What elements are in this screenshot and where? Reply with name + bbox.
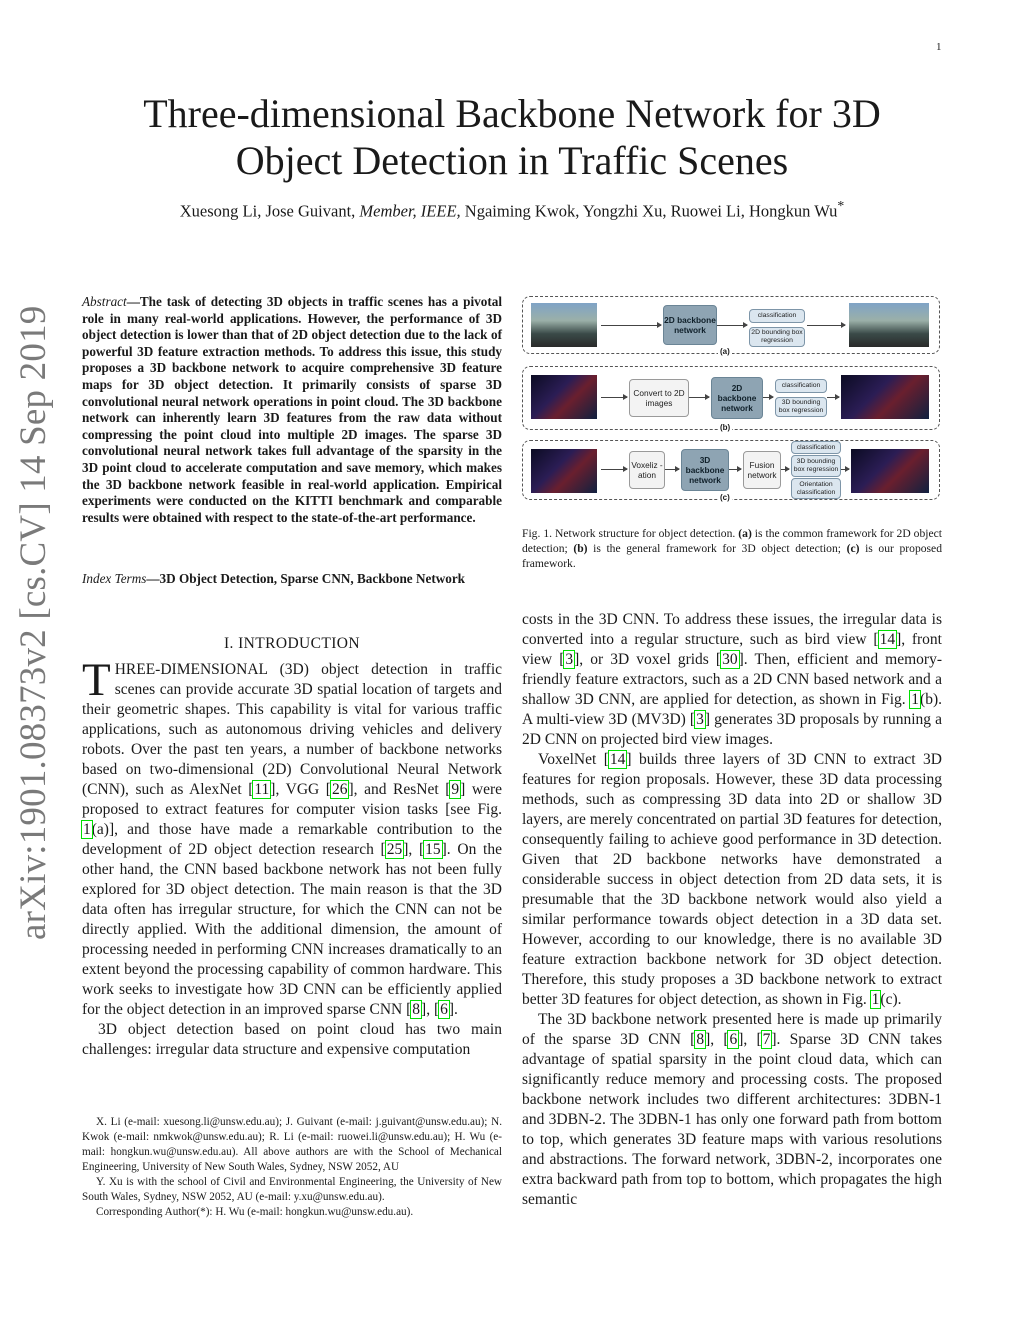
text-span: (c). [880,991,902,1008]
citation-link[interactable]: 8 [412,1001,421,1018]
text-span: ], VGG [ [270,781,331,798]
bbox-regression-node-c: 3D bounding box regression [791,455,841,477]
2d-backbone-node-b: 2D backbone network [711,377,763,419]
right-paragraph-1 [522,610,942,750]
arrow [763,397,773,398]
citation-link[interactable]: 11 [254,781,270,798]
citation-link[interactable]: 14 [609,751,626,768]
text-span: ], front view [ [522,631,942,668]
arrow [601,325,661,326]
classification-node-b: classification [775,379,827,393]
framework-b-box [522,366,940,430]
text-span: ]. Then, efficient and memory-friendly feature extractors, such as a 2D CNN based network and a shallow 3D CNN, are applied for detection, as shown in Fig. [522,651,942,708]
right-paragraph-2 [522,750,942,1010]
arrow [807,325,845,326]
arrow [689,397,709,398]
index-terms [82,571,502,588]
figure-1-caption [522,526,942,571]
arrow [601,469,627,470]
text-span: The 3D backbone network presented here is made up primarily of the sparse 3D CNN [ [522,1011,942,1048]
citation-link[interactable]: 7 [762,1031,771,1048]
arrow [717,325,747,326]
footnote-2: Y. Xu is with the school of Civil and Environmental Engineering, the University of New South Wales, Sydney, NSW 2052, AU (e-mail: y.xu@unsw.edu.au). [82,1176,502,1203]
figure-link[interactable]: 1 [871,991,880,1008]
classification-node: classification [749,309,805,323]
arrow [827,397,839,398]
arrow [665,469,679,470]
label-a: (a) [720,347,730,356]
caption-prefix: Fig. 1. Network structure for object detection. [522,527,739,540]
intro-paragraph-2: 3D object detection based on point cloud has two main challenges: irregular data structure and expensive computation [82,1021,502,1058]
text-span: ]. Sparse 3D CNN takes advantage of spatial sparsity in the point cloud data, which can significantly reduce memory and processing costs. The proposed backbone network includes two different architectures: 3DBN-1 and 3DBN-2. The 3DBN-1 has only one forward path from bottom to top, which generates 3D feature maps with various resolutions and abstractions. The forward network, 3DBN-2, incorporates one extra backward path from top to bottom, which propagates the high semantic [522,1031,942,1208]
right-paragraph-3 [522,1010,942,1210]
text-span: VoxelNet [ [538,751,609,768]
author-role: Member, IEEE, [359,201,461,221]
index-terms-label: Index Terms [82,571,147,586]
rgb-output-image [849,303,929,347]
point-cloud-input-c [531,449,597,493]
caption-text: is our proposed framework. [522,542,942,570]
citation-link[interactable]: 30 [722,651,738,668]
figure-link[interactable]: 1 [911,691,920,708]
index-terms-text: —3D Object Detection, Sparse CNN, Backbone Network [146,571,466,586]
text-span: (a)], and those have made a remarkable contribution to the development of 2D object detection research [ [82,821,502,858]
classification-node-c: classification [791,441,841,454]
text-span: ] were proposed to extract features for computer vision tasks [see Fig. [82,781,502,818]
framework-c-box [522,440,940,500]
text-span: (b). A multi-view 3D (MV3D) [ [522,691,942,728]
text-span: ] generates 3D proposals by running a 2D CNN on projected bird view images. [522,711,943,748]
rgb-input-image [531,303,597,347]
footnote-3: Corresponding Author(*): H. Wu (e-mail: hongkun.wu@unsw.edu.au). [96,1206,414,1218]
citation-link[interactable]: 26 [331,781,348,798]
citation-link[interactable]: 3 [696,711,704,728]
caption-b: (b) [573,542,588,555]
arrow [729,469,741,470]
right-column-body [522,610,942,1210]
point-cloud-output-c [851,449,929,493]
citation-link[interactable]: 3 [565,651,574,668]
abstract-text: —The task of detecting 3D objects in traffic scenes has a pivotal role in many real-world applications. However, the performance of 3D object detection is lower than that of 2D object detection due to the lack of powerful 3D feature extraction methods. To address this issue, this study proposes a 3D backbone network to acquire comprehensive 3D feature maps for 3D object detection. It primarily consists of sparse 3D convolutional neural network operations in point cloud. The 3D backbone network can inherently learn 3D features from the raw data without compressing the point cloud into multiple 2D images. The sparse 3D convolutional neural network takes full advantage of the sparsity in the 3D point cloud to accelerate computation and save memory, which makes the 3D backbone network feasible in real-world application. Empirical experiments were conducted on the KITTI benchmark and comparable results were obtained with respect to the state-of-the-art performance. [82,294,502,525]
arrow [841,469,849,470]
left-column-body [82,654,502,1060]
caption-a: (a) [738,527,752,540]
section-heading-introduction: I. INTRODUCTION [223,635,360,652]
label-b: (b) [720,423,731,432]
corresponding-mark: * [837,198,845,213]
arrow [781,469,789,470]
bbox-regression-node: 2D bounding box regression [749,327,805,347]
caption-text: is the common framework for 2D object detection; [522,527,942,555]
abstract-label: Abstract [82,294,127,309]
figure-link[interactable]: 1 [83,821,91,838]
text-span: ], [ [403,841,425,858]
author-list [80,198,944,222]
intro-paragraph-1 [82,654,502,1020]
figure-1-network-diagram [522,294,942,506]
citation-link[interactable]: 9 [451,781,460,798]
framework-a-box [522,296,940,354]
citation-link[interactable]: 14 [879,631,896,648]
citation-link[interactable]: 25 [386,841,403,858]
caption-c: (c) [846,542,860,555]
fusion-network-node: Fusion network [743,451,781,489]
footnotes [82,1115,502,1220]
text-span: HREE-DIMENSIONAL (3D) object detection in traffic scenes can provide accurate 3D spatial location of targets and their geometric shapes. This capability is vital for various traffic applications, such as autonomous driving vehicles and delivery robots. Over the past ten years, a number of backbone networks based on two-dimensional (2D) Convolutional Neural Network (CNN), such as AlexNet [ [82,661,502,798]
footnote-1: X. Li (e-mail: xuesong.li@unsw.edu.au); J. Guivant (e-mail: j.guivant@unsw.edu.au); N. Kwok (e-mail: nmkwok@unsw.edu.au); R. Li (e-mail: ruowei.li@unsw.edu.au); H. Wu (e-mail: hongkun.wu@unsw.edu.au). All above authors are with the School of Mechanical Engineering, University of New South Wales, Sydney, NSW 2052, AU [82,1116,502,1173]
text-span: ], and ResNet [ [348,781,451,798]
label-c: (c) [720,493,730,502]
text-span: ], [ [705,1031,729,1048]
text-span: ], or 3D voxel grids [ [574,651,722,668]
authors-part1: Xuesong Li, Jose Guivant, [179,201,360,221]
citation-link[interactable]: 6 [729,1031,738,1048]
voxelization-node: Voxeliz -ation [629,451,665,489]
citation-link[interactable]: 6 [440,1001,448,1018]
bbox-regression-node-b: 3D bounding box regression [775,397,827,417]
arrow [601,397,627,398]
page-number: 1 [936,41,942,53]
authors-part2: Ngaiming Kwok, Yongzhi Xu, Ruowei Li, Hongkun Wu [460,201,838,221]
convert-to-2d-node: Convert to 2D images [629,379,689,417]
text-span: ], [ [738,1031,762,1048]
dropcap: T [82,654,111,706]
orientation-node-c: Orientation classification [791,478,841,499]
text-span: ]. [448,1001,458,1018]
2d-backbone-node: 2D backbone network [663,305,717,345]
caption-text: is the general framework for 3D object detection; [587,542,847,555]
text-span: costs in the 3D CNN. To address these issues, the irregular data is converted into a regular structure, such as bird view [ [522,611,942,648]
paper-title: Three-dimensional Backbone Network for 3D Object Detection in Traffic Scenes [143,91,881,183]
text-span: ], [ [421,1001,440,1018]
point-cloud-output [841,375,929,419]
citation-link[interactable]: 15 [425,841,441,858]
text-span: ] builds three layers of 3D CNN to extract 3D features for region proposals. However, these 3D data processing methods, such as compressing 3D data into 2D or shallow 3D layers, are merely concentrated on partial 3D features for detection, consequently failing to achieve good performance in 3D detection. Given that 2D backbone networks have demonstrated a considerable success in object detection from 2D data sets, it is presumable that the 3D backbone network would also yield a similar performance towards object detection in a 3D data set. However, according to our knowledge, there is no available 3D feature extraction backbone network for 3D object detection. Therefore, this study proposes a 3D backbone network to extract better 3D features for object detection, as shown in Fig. [522,751,942,1008]
text-span: ]. On the other hand, the CNN based backbone network has not been fully explored for 3D object detection. The main reason is that the 3D data often has irregular structure, for which the CNN can not be directly applied. With the additional dimension, the amount of processing needed in performing CNN increases dramatically to an extent beyond the processing capability of common hardware. This work seeks to investigate how 3D CNN can be efficiently applied for the object detection in an improved sparse CNN [ [82,841,502,1018]
citation-link[interactable]: 8 [696,1031,705,1048]
3d-backbone-node: 3D backbone network [681,449,729,491]
abstract [82,294,502,526]
point-cloud-input [531,375,597,419]
arxiv-identifier: arXiv:1901.08373v2 [cs.CV] 14 Sep 2019 [13,305,54,940]
